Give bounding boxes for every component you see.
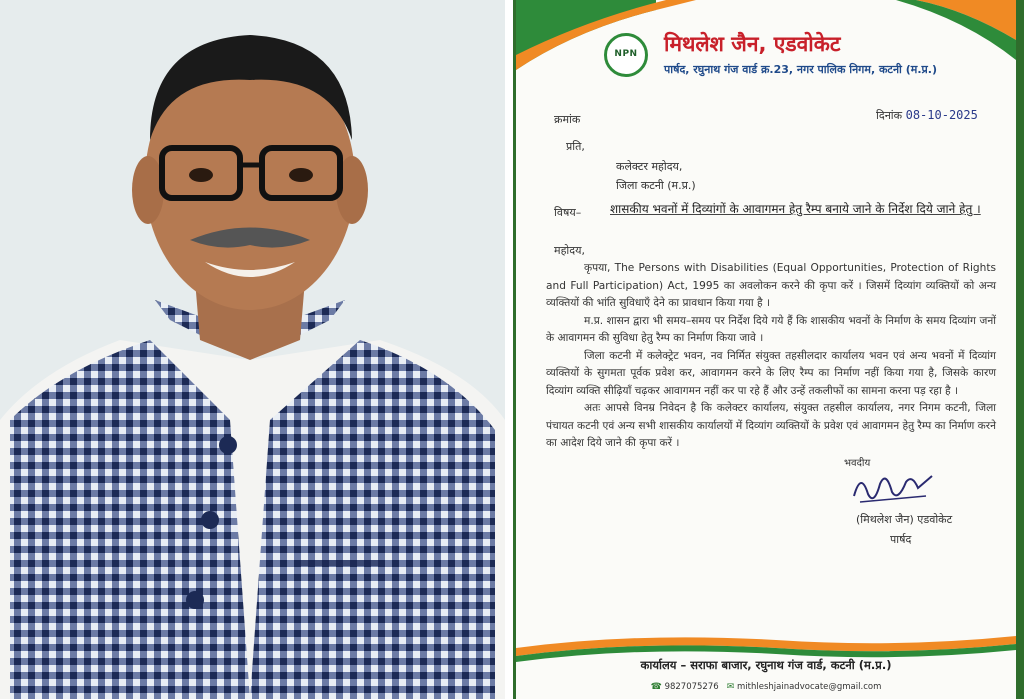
signature xyxy=(846,466,936,508)
image-divider xyxy=(505,0,513,699)
subject-text: शासकीय भवनों में दिव्यांगों के आवागमन हेतु रैम्प बनाये जाने के निर्देश दिये जाने हेतु । xyxy=(610,202,981,216)
salutation: महोदय, xyxy=(554,244,585,257)
body-paragraph: कृपया, The Persons with Disabilities (Equal Opportunities, Protection of Rights and Full Participation) Act, 1995 का अवलोकन करने की कृपा करें । जिसमें दिव्यांग व्यक्तियों को अन्य व्यक्तियों की भांति सुविधाएँ देने का प्रावधान किया गया है । xyxy=(546,262,996,309)
letterhead-document xyxy=(516,0,1016,699)
subject-label: विषय– xyxy=(554,206,582,219)
signatory-designation: पार्षद xyxy=(890,533,912,546)
addressee-line1: कलेक्टर महोदय, xyxy=(616,160,683,173)
portrait-photo xyxy=(0,0,505,699)
addressee-line2: जिला कटनी (म.प्र.) xyxy=(616,179,696,192)
portrait-illustration xyxy=(0,0,505,699)
signatory-name: (मिथलेश जैन) एडवोकेट xyxy=(856,513,953,526)
closing: भवदीय xyxy=(844,458,871,469)
logo-text: NPN xyxy=(614,49,638,59)
date-value: 08-10-2025 xyxy=(905,108,978,122)
body-paragraph: अतः आपसे विनम्र निवेदन है कि कलेक्टर कार्यालय, संयुक्त तहसील कार्यालय, नगर निगम कटनी, जिला पंचायत कटनी एवं अन्य सभी शासकीय कार्यालयों में दिव्यांग व्यक्तियों के प्रवेश एवं आवागमन हेतु रैम्प का निर्माण करने का आदेश दिये जाने की कृपा करें । xyxy=(546,402,996,449)
phone-icon: ☎ xyxy=(650,682,662,692)
letter-body xyxy=(546,260,996,453)
sender-title: एडवोकेट xyxy=(766,32,841,56)
footer-email: mithleshjainadvocate@gmail.com xyxy=(737,682,882,692)
footer-phone: 9827075276 xyxy=(664,682,719,692)
footer-contact xyxy=(516,682,1016,692)
npn-logo xyxy=(604,33,648,77)
footer-address: कार्यालय – सराफा बाजार, रघुनाथ गंज वार्ड, कटनी (म.प्र.) xyxy=(640,658,892,672)
email-icon: ✉ xyxy=(726,682,735,692)
letterhead-swoosh xyxy=(516,0,1016,120)
letterhead-name xyxy=(664,30,840,58)
body-paragraph: म.प्र. शासन द्वारा भी समय–समय पर निर्देश दिये गये हैं कि शासकीय भवनों के निर्माण के समय दिव्यांग जनों के आवागमन की सुविधा हेतु रैम्प का निर्माण किया जावे । xyxy=(546,314,996,344)
prati-label: प्रति, xyxy=(566,140,585,153)
date-label: दिनांक xyxy=(876,109,903,122)
kramank-label: क्रमांक xyxy=(554,113,581,126)
body-paragraph: जिला कटनी में कलेक्ट्रेट भवन, नव निर्मित संयुक्त तहसीलदार कार्यालय भवन एवं अन्य भवनों में दिव्यांग व्यक्तियों के सुगमता पूर्वक प्रवेश कर, आवागमन करने के लिए रैम्प का निर्माण नहीं किया गया है, जिसके कारण दिव्यांग व्यक्ति सीढ़ियाँ चढ़कर आवागमन नहीं कर पा रहे हैं और उन्हें तकलीफों का सामना करना पड़ रहा है । xyxy=(546,349,996,397)
letter-photo-frame xyxy=(513,0,1024,699)
date-field xyxy=(876,108,978,123)
sender-name: मिथलेश जैन, xyxy=(664,32,767,56)
letterhead-subtitle: पार्षद, रघुनाथ गंज वार्ड क्र.23, नगर पालिक निगम, कटनी (म.प्र.) xyxy=(664,63,937,76)
